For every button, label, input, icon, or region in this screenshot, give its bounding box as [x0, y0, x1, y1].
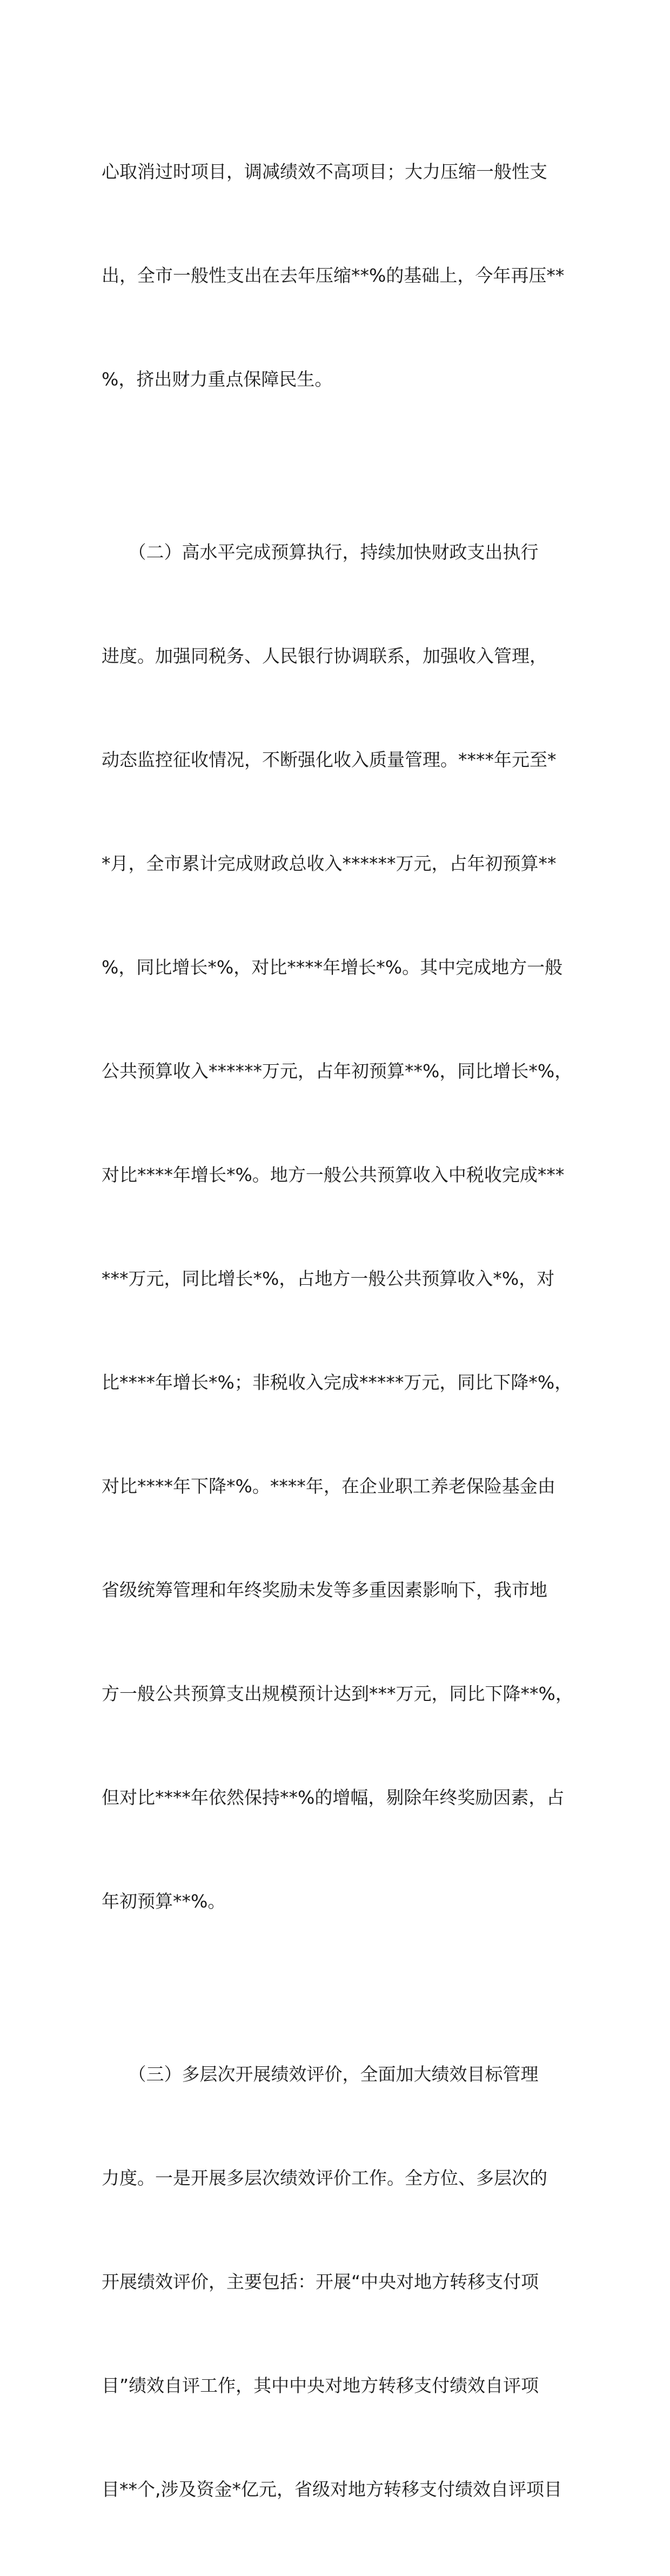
paragraph-3: [102, 1988, 588, 2576]
text-line: %，同比增长*%，对比****年增长*%。其中完成地方一般: [102, 957, 563, 978]
text-line: 动态监控征收情况，不断强化收入质量管理。****年元至*: [102, 749, 557, 770]
text-line: 目**个,涉及资金*亿元，省级对地方转移支付绩效自评项目: [102, 2479, 562, 2500]
text-line: 方一般公共预算支出规模预计达到***万元，同比下降**%，: [102, 1683, 573, 1704]
text-line: 进度。加强同税务、人民银行协调联系，加强收入管理，: [102, 645, 547, 666]
paragraph-2: [102, 466, 588, 1988]
text-line: 省级统筹管理和年终奖励未发等多重因素影响下，我市地: [102, 1579, 547, 1600]
text-line: 年初预算**%。: [102, 1891, 226, 1912]
document-body: [102, 85, 588, 2576]
text-line: *月，全市累计完成财政总收入******万元，占年初预算**: [102, 853, 557, 874]
text-line: 开展绩效评价，主要包括：开展“中央对地方转移支付项: [102, 2271, 539, 2292]
text-line: %，挤出财力重点保障民生。: [102, 369, 333, 390]
text-line: 比****年增长*%；非税收入完成*****万元，同比下降*%，: [102, 1372, 573, 1393]
text-line: ***万元，同比增长*%，占地方一般公共预算收入*%，对: [102, 1268, 555, 1289]
text-line: （二）高水平完成预算执行，持续加快财政支出执行: [102, 542, 539, 563]
text-line: 但对比****年依然保持**%的增幅，剔除年终奖励因素，占: [102, 1787, 565, 1808]
text-line: 公共预算收入******万元，占年初预算**%，同比增长*%，: [102, 1060, 573, 1082]
text-line: 对比****年下降*%。****年，在企业职工养老保险基金由: [102, 1476, 555, 1497]
text-line: 目”绩效自评工作，其中中央对地方转移支付绩效自评项: [102, 2375, 539, 2396]
text-line: 力度。一是开展多层次绩效评价工作。全方位、多层次的: [102, 2167, 547, 2188]
text-line: 对比****年增长*%。地方一般公共预算收入中税收完成***: [102, 1164, 565, 1185]
text-line: （三）多层次开展绩效评价，全面加大绩效目标管理: [102, 2064, 539, 2085]
text-line: 心取消过时项目，调减绩效不高项目；大力压缩一般性支: [102, 161, 547, 182]
paragraph-1: [102, 85, 588, 466]
text-line: 出，全市一般性支出在去年压缩**%的基础上，今年再压**: [102, 265, 565, 286]
